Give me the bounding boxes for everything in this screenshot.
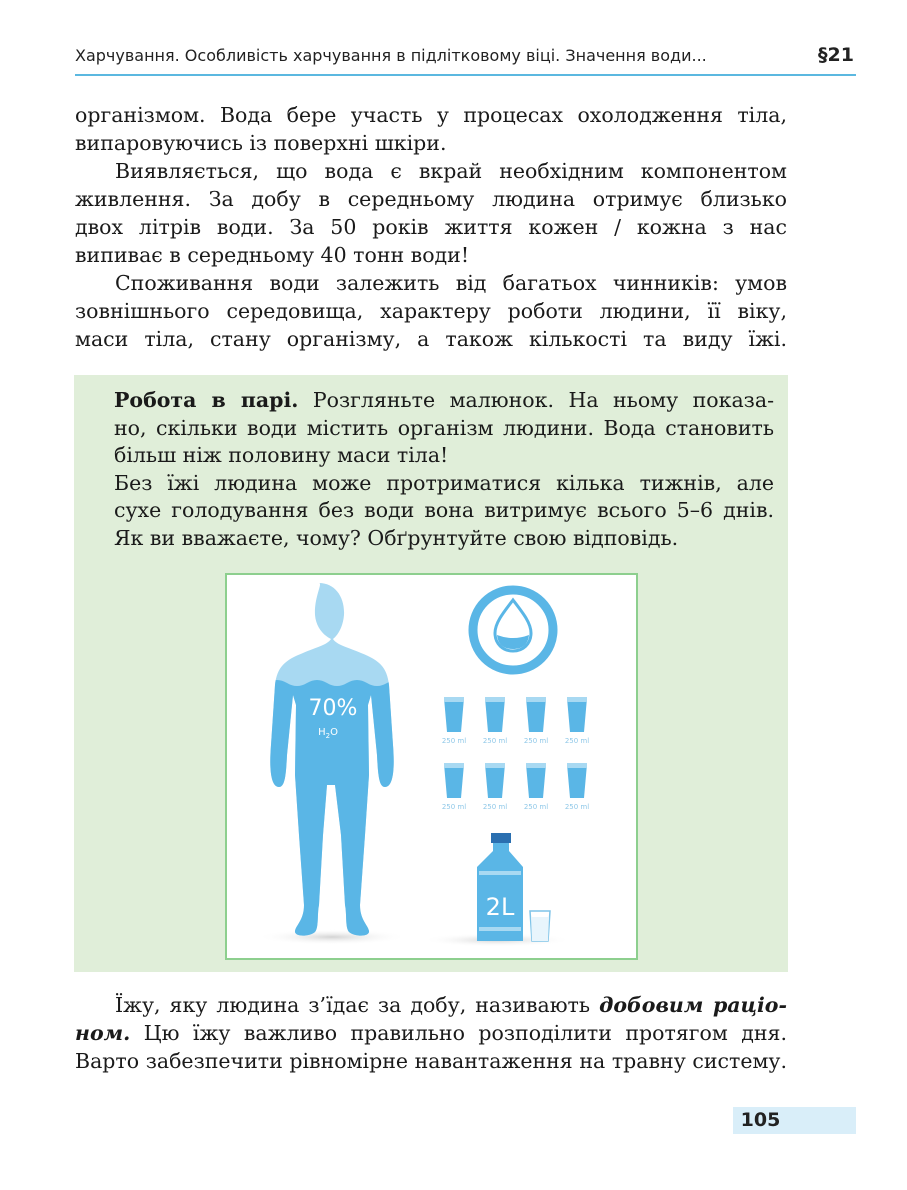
text-line bbox=[114, 387, 774, 415]
water-formula: $H_2O$ bbox=[318, 727, 338, 740]
text-line: зовнішнього середовища, характеру роботи людини, її віку, bbox=[75, 299, 787, 323]
cup-icon bbox=[444, 697, 464, 732]
body-shadow bbox=[257, 929, 407, 945]
cup-icon bbox=[567, 763, 587, 798]
term-daily-ration: добовим раціо- bbox=[599, 993, 787, 1017]
cup-volume-label: 250 ml bbox=[523, 803, 549, 811]
cup-icon bbox=[485, 697, 505, 732]
text-line: Варто забезпечити рівномірне навантаження на травну систему. bbox=[75, 1049, 787, 1073]
water-drop-icon bbox=[473, 590, 553, 670]
glass-icon bbox=[530, 911, 550, 941]
running-title: Харчування. Особливість харчування в підлітковому віці. Значення води... bbox=[75, 46, 707, 65]
cup-icon bbox=[485, 763, 505, 798]
cup-volume-label: 250 ml bbox=[482, 803, 508, 811]
cup-volume-label: 250 ml bbox=[441, 737, 467, 745]
text-line bbox=[75, 991, 787, 1019]
infographic-svg bbox=[227, 575, 636, 958]
text-line: но, скільки води містить організм людини. Вода становить bbox=[114, 415, 774, 440]
cup-icon bbox=[526, 763, 546, 798]
paragraph-1 bbox=[75, 101, 787, 157]
section-number: §21 bbox=[818, 44, 854, 66]
closing-text: Цю їжу важливо правильно розподілити протягом дня. bbox=[130, 1021, 787, 1045]
closing-text: Їжу, яку людина з’їдає за добу, називають bbox=[115, 993, 600, 1017]
cup-volume-label: 250 ml bbox=[523, 737, 549, 745]
text-line: Споживання води залежить від багатьох чинників: умов bbox=[115, 271, 787, 295]
human-body-figure bbox=[227, 575, 447, 955]
water-cups-grid bbox=[442, 697, 589, 811]
cup-volume-label: 250 ml bbox=[482, 737, 508, 745]
cup-volume-label: 250 ml bbox=[564, 737, 590, 745]
text-line: організмом. Вода бере участь у процесах охолодження тіла, bbox=[75, 103, 787, 127]
water-percent-label: 70% bbox=[308, 696, 358, 721]
cup-volume-label: 250 ml bbox=[441, 803, 467, 811]
text-line bbox=[75, 1019, 787, 1047]
page-header bbox=[75, 46, 856, 76]
term-daily-ration-end: ном. bbox=[75, 1021, 131, 1045]
page-number: 105 bbox=[740, 1109, 781, 1131]
closing-paragraph bbox=[75, 991, 787, 1075]
text-line: Як ви вважаєте, чому? Обґрунтуйте свою відповідь. bbox=[114, 525, 679, 550]
cup-icon bbox=[567, 697, 587, 732]
text-line: живлення. За добу в середньому людина отримує близько bbox=[75, 187, 787, 211]
task-lead: Робота в парі. bbox=[114, 388, 299, 412]
water-infographic bbox=[225, 573, 638, 960]
text-line: випиває в середньому 40 тонн води! bbox=[75, 243, 470, 267]
body-water-level bbox=[227, 680, 447, 955]
paragraph-2 bbox=[75, 157, 787, 269]
cup-volume-label: 250 ml bbox=[564, 803, 590, 811]
task-text bbox=[114, 387, 774, 552]
text-line: Без їжі людина може протриматися кілька тижнів, але bbox=[114, 470, 774, 495]
text-line: випаровуючись із поверхні шкіри. bbox=[75, 131, 447, 155]
text-line: більш ніж половину маси тіла! bbox=[114, 443, 449, 467]
text-line: Виявляється, що вода є вкрай необхідним компонентом bbox=[115, 159, 787, 183]
cup-icon bbox=[444, 763, 464, 798]
bottle-volume-label: 2L bbox=[485, 893, 515, 921]
task-box bbox=[74, 375, 788, 972]
page-number-bar bbox=[733, 1107, 856, 1134]
paragraph-3 bbox=[75, 269, 787, 353]
water-bottle-icon bbox=[477, 833, 523, 941]
text-line: сухе голодування без води вона витримує всього 5–6 днів. bbox=[114, 498, 774, 522]
text-line: двох літрів води. За 50 років життя кожен / кожна з нас bbox=[75, 215, 787, 239]
task-line-rest: Розгляньте малюнок. На ньому показа- bbox=[298, 388, 775, 412]
text-line: маси тіла, стану організму, а також кількості та виду їжі. bbox=[75, 327, 787, 351]
cup-icon bbox=[526, 697, 546, 732]
